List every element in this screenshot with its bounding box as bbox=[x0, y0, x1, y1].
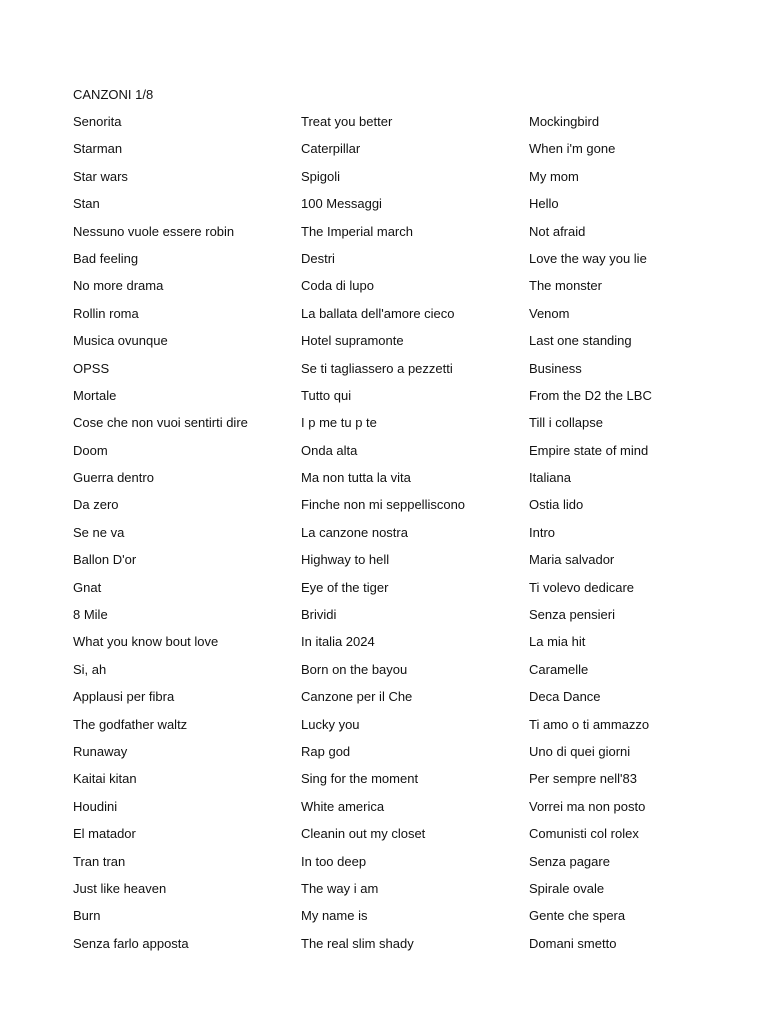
song-title: Caramelle bbox=[529, 661, 589, 677]
song-column-1 bbox=[73, 114, 298, 963]
song-title: Coda di lupo bbox=[301, 278, 374, 294]
song-title: Spirale ovale bbox=[529, 880, 605, 896]
song-title: La canzone nostra bbox=[301, 524, 408, 540]
song-title: Ti amo o ti ammazzo bbox=[529, 716, 650, 732]
song-title: Ti volevo dedicare bbox=[529, 579, 635, 595]
song-title: Last one standing bbox=[529, 333, 632, 349]
song-title: Italiana bbox=[529, 470, 571, 486]
song-column-2 bbox=[301, 114, 526, 963]
song-title: Maria salvador bbox=[529, 552, 615, 568]
song-title: Deca Dance bbox=[529, 689, 601, 705]
song-title: Gente che spera bbox=[529, 908, 626, 924]
song-title: Runaway bbox=[73, 743, 128, 759]
song-title: Stan bbox=[73, 196, 100, 212]
song-title: Kaitai kitan bbox=[73, 771, 137, 787]
document-title: CANZONI 1/8 bbox=[73, 87, 154, 102]
song-title: Treat you better bbox=[301, 114, 393, 129]
song-title: Destri bbox=[301, 250, 335, 266]
song-title: Senza farlo apposta bbox=[73, 935, 189, 951]
song-title: What you know bout love bbox=[73, 634, 219, 650]
song-title: Canzone per il Che bbox=[301, 689, 413, 705]
song-title: Not afraid bbox=[529, 223, 586, 239]
song-title: Uno di quei giorni bbox=[529, 743, 631, 759]
song-title: Bad feeling bbox=[73, 250, 139, 266]
song-title: Tran tran bbox=[73, 853, 126, 869]
song-title: Burn bbox=[73, 908, 101, 924]
song-title: Empire state of mind bbox=[529, 442, 649, 458]
song-title: Ballon D'or bbox=[73, 552, 137, 568]
song-title: Venom bbox=[529, 305, 570, 321]
song-title: La mia hit bbox=[529, 634, 586, 650]
song-title: Intro bbox=[529, 524, 556, 540]
song-title: Vorrei ma non posto bbox=[529, 798, 646, 814]
song-title: From the D2 the LBC bbox=[529, 387, 652, 403]
song-title: Tutto qui bbox=[301, 387, 352, 403]
song-title: Cleanin out my closet bbox=[301, 826, 426, 842]
song-title: Nessuno vuole essere robin bbox=[73, 223, 235, 239]
song-title: Applausi per fibra bbox=[73, 689, 175, 705]
song-title: Ma non tutta la vita bbox=[301, 470, 411, 486]
song-title: Rap god bbox=[301, 743, 351, 759]
song-title: The Imperial march bbox=[301, 223, 413, 239]
song-title: Ostia lido bbox=[529, 497, 584, 513]
song-title: Highway to hell bbox=[301, 552, 390, 568]
song-title: Love the way you lie bbox=[529, 250, 647, 266]
song-title: Finche non mi seppelliscono bbox=[301, 497, 466, 513]
song-title: Lucky you bbox=[301, 716, 360, 732]
song-title: Houdini bbox=[73, 798, 118, 814]
song-title: I p me tu p te bbox=[301, 415, 377, 431]
song-title: Mockingbird bbox=[529, 114, 600, 129]
song-title: OPSS bbox=[73, 360, 110, 376]
song-title: Rollin roma bbox=[73, 305, 139, 321]
song-column-3 bbox=[529, 114, 754, 963]
song-title: Per sempre nell'83 bbox=[529, 771, 637, 787]
song-title: Brividi bbox=[301, 607, 337, 623]
song-title: Born on the bayou bbox=[301, 661, 408, 677]
song-title: Gnat bbox=[73, 579, 102, 595]
song-title: El matador bbox=[73, 826, 136, 842]
song-title: My name is bbox=[301, 908, 368, 924]
song-title: My mom bbox=[529, 168, 579, 184]
song-title: Eye of the tiger bbox=[301, 579, 389, 595]
song-title: Starman bbox=[73, 141, 123, 157]
song-title: 100 Messaggi bbox=[301, 196, 382, 212]
song-title: Business bbox=[529, 360, 582, 376]
song-title: When i'm gone bbox=[529, 141, 616, 157]
song-title: Doom bbox=[73, 442, 108, 458]
song-title: The real slim shady bbox=[301, 935, 414, 951]
song-title: Till i collapse bbox=[529, 415, 603, 431]
song-title: No more drama bbox=[73, 278, 164, 294]
song-title: Spigoli bbox=[301, 168, 341, 184]
song-title: 8 Mile bbox=[73, 607, 108, 623]
song-title: Si, ah bbox=[73, 661, 107, 677]
song-title: Cose che non vuoi sentirti dire bbox=[73, 415, 248, 431]
song-title: Hotel supramonte bbox=[301, 333, 404, 349]
song-title: Se ne va bbox=[73, 524, 125, 540]
song-title: The godfather waltz bbox=[73, 716, 188, 732]
song-title: The way i am bbox=[301, 880, 379, 896]
song-title: In too deep bbox=[301, 853, 367, 869]
song-title: Onda alta bbox=[301, 442, 358, 458]
song-title: The monster bbox=[529, 278, 602, 294]
song-title: Guerra dentro bbox=[73, 470, 154, 486]
song-title: Caterpillar bbox=[301, 141, 361, 157]
song-title: Musica ovunque bbox=[73, 333, 168, 349]
song-title: Senorita bbox=[73, 114, 122, 129]
song-title: Sing for the moment bbox=[301, 771, 419, 787]
song-title: White america bbox=[301, 798, 385, 814]
song-title: La ballata dell'amore cieco bbox=[301, 305, 455, 321]
song-title: Mortale bbox=[73, 387, 117, 403]
song-title: Da zero bbox=[73, 497, 119, 513]
song-title: Senza pensieri bbox=[529, 607, 615, 623]
song-title: In italia 2024 bbox=[301, 634, 375, 650]
song-title: Comunisti col rolex bbox=[529, 826, 639, 842]
song-title: Hello bbox=[529, 196, 559, 212]
song-title: Senza pagare bbox=[529, 853, 610, 869]
song-title: Star wars bbox=[73, 168, 128, 184]
song-title: Domani smetto bbox=[529, 935, 617, 951]
song-title: Se ti tagliassero a pezzetti bbox=[301, 360, 453, 376]
song-title: Just like heaven bbox=[73, 880, 167, 896]
